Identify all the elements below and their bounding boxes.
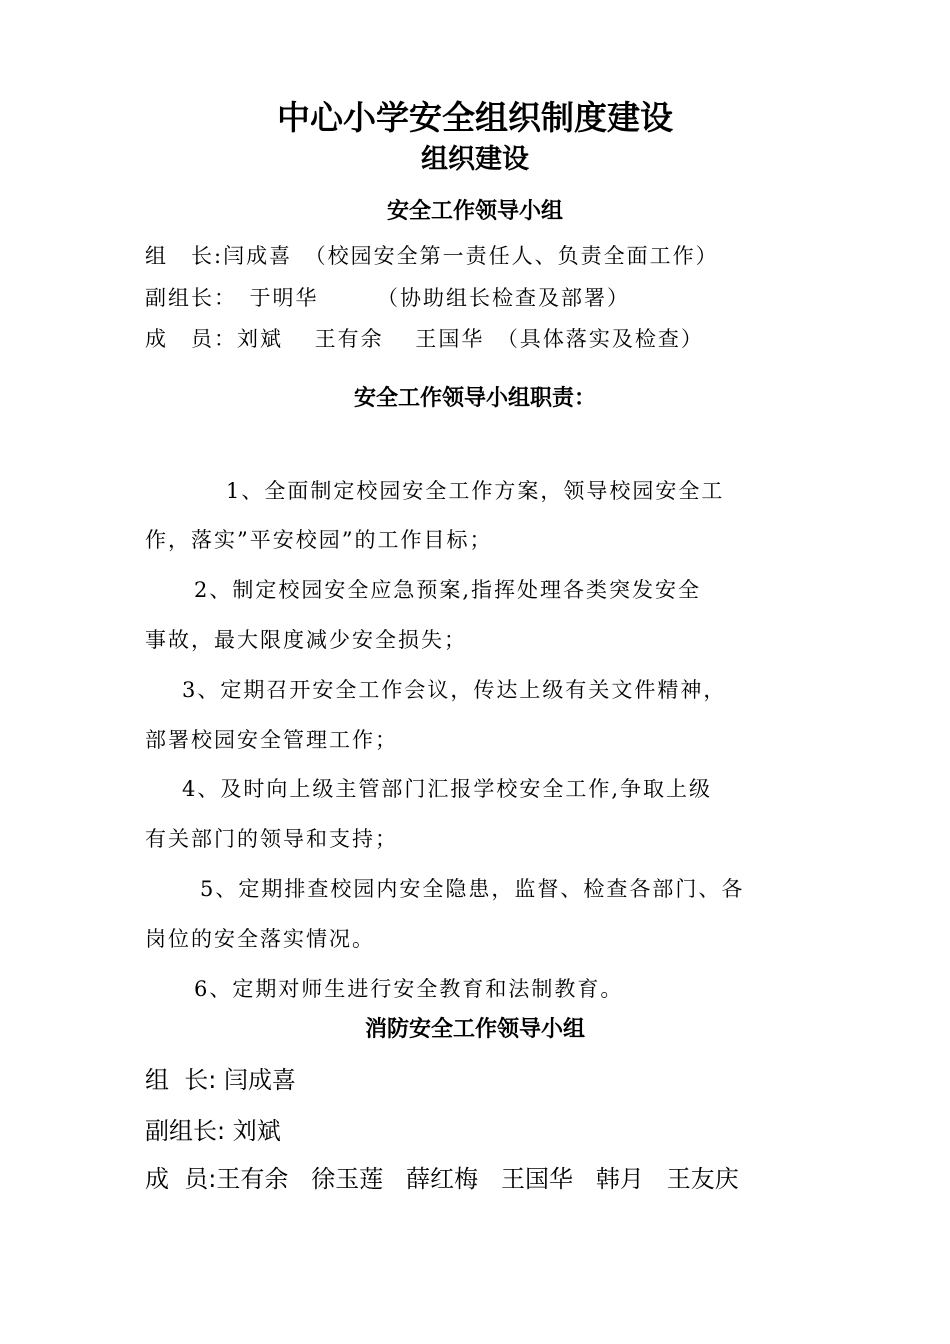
duty-item-3-line-1: 3、定期召开安全工作会议，传达上级有关文件精神， (182, 678, 727, 702)
fire-group-leader-line: 组 长: 闫成喜 (145, 1066, 296, 1094)
group-leader-line: 组 长:闫成喜 （校园安全第一责任人、负责全面工作） (145, 244, 719, 268)
group-members-line: 成 员：刘斌 王有余 王国华 （具体落实及检查） (145, 327, 704, 351)
group-deputy-line: 副组长： 于明华 （协助组长检查及部署） (145, 286, 630, 310)
duty-item-3-line-2: 部署校园安全管理工作； (145, 728, 398, 752)
section-heading-fire-group: 消防安全工作领导小组 (364, 1017, 585, 1042)
duty-item-4-line-2: 有关部门的领导和支持； (145, 827, 398, 851)
duty-item-2-line-2: 事故，最大限度减少安全损失； (145, 628, 467, 652)
section-heading-duties: 安全工作领导小组职责： (353, 386, 596, 411)
duty-item-1-line-2: 作，落实”平安校园”的工作目标； (145, 528, 493, 552)
document-title: 中心小学安全组织制度建设 (277, 98, 673, 137)
duty-item-2-line-1: 2、制定校园安全应急预案,指挥处理各类突发安全 (194, 578, 702, 602)
duty-item-4-line-1: 4、及时向上级主管部门汇报学校安全工作,争取上级 (182, 777, 713, 801)
duty-item-5-line-2: 岗位的安全落实情况。 (145, 927, 375, 951)
duty-item-1-line-1: 1、全面制定校园安全工作方案，领导校园安全工 (226, 479, 725, 503)
duty-item-6-line-1: 6、定期对师生进行安全教育和法制教育。 (194, 977, 624, 1001)
fire-group-deputy-line: 副组长: 刘斌 (145, 1117, 281, 1145)
document-subtitle: 组织建设 (421, 144, 529, 175)
duty-item-5-line-1: 5、定期排查校园内安全隐患，监督、检查各部门、各 (200, 877, 745, 901)
section-heading-safety-group: 安全工作领导小组 (386, 199, 563, 224)
fire-group-members-line: 成 员:王有余 徐玉莲 薛红梅 王国华 韩月 王友庆 (145, 1165, 739, 1193)
